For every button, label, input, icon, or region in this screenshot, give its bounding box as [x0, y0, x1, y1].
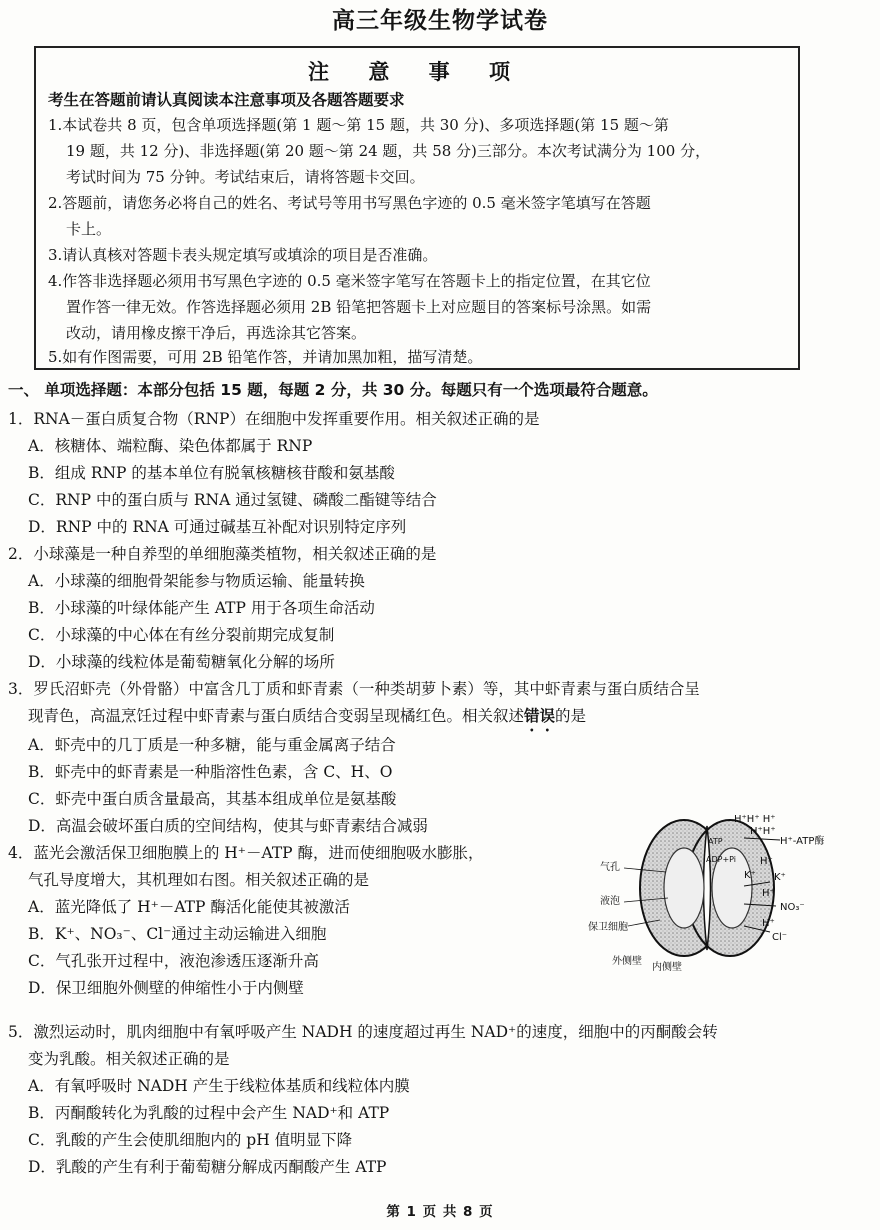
notice-line-8: 置作答一律无效。作答选择题必须用 2B 铅笔把答题卡上对应题目的答案标号涂黑。如需: [66, 298, 652, 316]
fig-label-h-no3: H⁺: [762, 888, 775, 899]
fig-label-vacuole: 液泡: [600, 896, 620, 907]
fig-label-h-mid: H⁺H⁺: [750, 826, 776, 837]
q3-option-b: B．虾壳中的虾青素是一种脂溶性色素，含 C、H、O: [28, 763, 393, 781]
fig-label-h-right: H⁺: [760, 856, 773, 867]
notice-line-10: 5.如有作图需要，可用 2B 铅笔作答，并请加黑加粗，描写清楚。: [48, 348, 483, 366]
q2-option-c: C．小球藻的中心体在有丝分裂前期完成复制: [28, 626, 335, 644]
q4-stem-line-2: 气孔导度增大，其机理如右图。相关叙述正确的是: [28, 871, 370, 889]
q4-option-a: A．蓝光降低了 H⁺－ATP 酶活化能使其被激活: [28, 898, 350, 916]
q3-option-c: C．虾壳中蛋白质含量最高，其基本组成单位是氨基酸: [28, 790, 397, 808]
notice-line-1: 1.本试卷共 8 页，包含单项选择题(第 1 题～第 15 题，共 30 分)、多项选择题(第 15 题～第: [48, 116, 669, 134]
fig-label-h-cl: H⁺: [762, 918, 775, 929]
fig-label-k: K⁺: [774, 872, 786, 883]
fig-label-adp: ADP+Pi: [706, 855, 737, 864]
q1-option-c: C．RNP 中的蛋白质与 RNA 通过氢键、磷酸二酯键等结合: [28, 491, 437, 509]
notice-line-6: 3.请认真核对答题卡表头规定填写或填涂的项目是否准确。: [48, 246, 438, 264]
notice-line-5: 卡上。: [66, 220, 112, 238]
q5-stem-line-2: 变为乳酸。相关叙述正确的是: [28, 1050, 230, 1068]
notice-line-2: 19 题，共 12 分)、非选择题(第 20 题～第 24 题，共 58 分)三部分。本次考试满分为 100 分，: [66, 142, 711, 160]
notice-line-4: 2.答题前，请您务必将自己的姓名、考试号等用书写黑色字迹的 0.5 毫米签字笔填写在答题: [48, 194, 651, 212]
q2-stem: 2．小球藻是一种自养型的单细胞藻类植物，相关叙述正确的是: [8, 545, 437, 563]
q1-option-d: D．RNP 中的 RNA 可通过碱基互补配对识别特定序列: [28, 518, 407, 536]
q1-option-a: A．核糖体、端粒酶、染色体都属于 RNP: [28, 437, 313, 455]
q5-option-c: C．乳酸的产生会使肌细胞内的 pH 值明显下降: [28, 1131, 353, 1149]
fig-label-k-inner: K⁺: [744, 870, 756, 881]
q5-option-d: D．乳酸的产生有利于葡萄糖分解成丙酮酸产生 ATP: [28, 1158, 387, 1176]
q1-stem: 1．RNA－蛋白质复合物（RNP）在细胞中发挥重要作用。相关叙述正确的是: [8, 410, 540, 428]
fig-label-atp: ATP: [708, 837, 723, 846]
q3-stem-text: 现青色，高温烹饪过程中虾青素与蛋白质结合变弱呈现橘红色。相关叙述: [28, 707, 525, 725]
fig-label-h-top: H⁺H⁺ H⁺: [734, 814, 776, 825]
fig-label-inner-wall: 内侧壁: [652, 962, 682, 973]
q3-option-a: A．虾壳中的几丁质是一种多糖，能与重金属离子结合: [28, 736, 396, 754]
q3-stem-end: 的是: [555, 707, 587, 725]
fig-label-outer-wall: 外侧壁: [612, 956, 642, 967]
q2-option-d: D．小球藻的线粒体是葡萄糖氧化分解的场所: [28, 653, 335, 671]
exam-title: 高三年级生物学试卷: [332, 8, 548, 34]
page-footer: 第 1 页 共 8 页: [386, 1204, 494, 1220]
q2-option-a: A．小球藻的细胞骨架能参与物质运输、能量转换: [28, 572, 365, 590]
q3-emphasis-word: 错误: [524, 706, 556, 725]
fig-label-guard-cell: 保卫细胞: [588, 922, 628, 933]
q5-stem-line-1: 5．激烈运动时，肌肉细胞中有氧呼吸产生 NADH 的速度超过再生 NAD⁺的速度，细胞中的丙酮酸会转: [8, 1023, 718, 1041]
guard-cell-diagram: [584, 808, 844, 978]
q4-option-b: B．K⁺、NO₃⁻、Cl⁻通过主动运输进入细胞: [28, 925, 327, 943]
notice-subheading: 考生在答题前请认真阅读本注意事项及各题答题要求: [48, 91, 405, 109]
q3-option-d: D．高温会破坏蛋白质的空间结构，使其与虾青素结合减弱: [28, 817, 428, 835]
notice-line-7: 4.作答非选择题必须用书写黑色字迹的 0.5 毫米签字笔写在答题卡上的指定位置，在其它位: [48, 272, 651, 290]
section-header-single-choice: 一、 单项选择题：本部分包括 15 题，每题 2 分，共 30 分。每题只有一个选项最符合题意。: [8, 381, 658, 399]
q4-option-c: C．气孔张开过程中，液泡渗透压逐渐升高: [28, 952, 319, 970]
fig-label-enzyme: H⁺-ATP酶: [780, 836, 825, 847]
q4-option-d: D．保卫细胞外侧壁的伸缩性小于内侧壁: [28, 979, 304, 997]
q3-stem-line-1: 3．罗氏沼虾壳（外骨骼）中富含几丁质和虾青素（一种类胡萝卜素）等，其中虾青素与蛋白质结合呈: [8, 680, 700, 698]
fig-label-cl: Cl⁻: [772, 932, 788, 943]
vacuole-left: [664, 848, 704, 928]
q3-stem-line-2: [28, 704, 586, 735]
q4-stem-line-1: 4．蓝光会激活保卫细胞膜上的 H⁺－ATP 酶，进而使细胞吸水膨胀，: [8, 844, 484, 862]
fig-label-no3: NO₃⁻: [780, 902, 805, 913]
q1-option-b: B．组成 RNP 的基本单位有脱氧核糖核苷酸和氨基酸: [28, 464, 395, 482]
notice-heading: 注 意 事 项: [308, 60, 526, 84]
notice-line-3: 考试时间为 75 分钟。考试结束后，请将答题卡交回。: [66, 168, 425, 186]
fig-label-stomata: 气孔: [600, 862, 620, 873]
notice-box: [34, 46, 800, 370]
notice-line-9: 改动，请用橡皮擦干净后，再选涂其它答案。: [66, 324, 367, 342]
q2-option-b: B．小球藻的叶绿体能产生 ATP 用于各项生命活动: [28, 599, 375, 617]
q5-option-a: A．有氧呼吸时 NADH 产生于线粒体基质和线粒体内膜: [28, 1077, 410, 1095]
q5-option-b: B．丙酮酸转化为乳酸的过程中会产生 NAD⁺和 ATP: [28, 1104, 390, 1122]
